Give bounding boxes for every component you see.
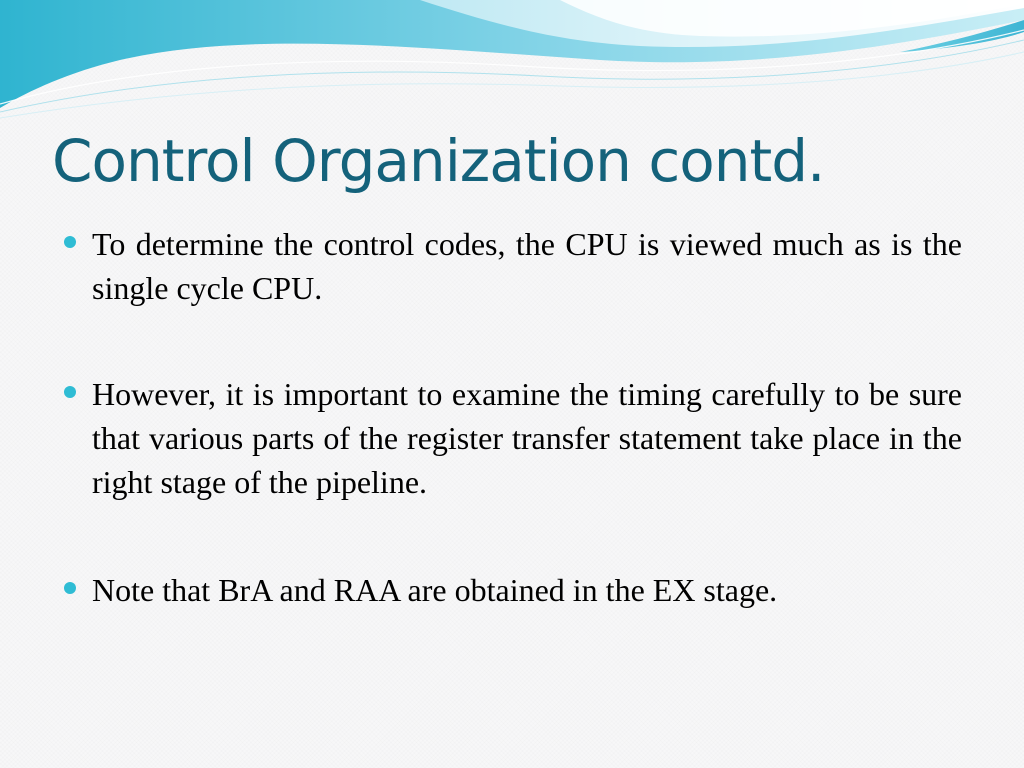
bullet-item [64,568,962,612]
bullet-item [64,372,962,504]
bullet-list [64,222,962,612]
slide-title: Control Organization contd. [52,127,825,195]
wave-banner-decoration [0,0,1024,130]
bullet-text: To determine the control codes, the CPU is viewed much as is the single cycle CPU. [92,226,962,306]
bullet-dot-icon [64,582,76,594]
bullet-text: Note that BrA and RAA are obtained in the EX stage. [92,572,778,608]
bullet-dot-icon [64,236,76,248]
bullet-text: However, it is important to examine the timing carefully to be sure that various parts of the register transfer statement take place in the right stage of the pipeline. [92,376,962,500]
bullet-item [64,222,962,310]
bullet-dot-icon [64,386,76,398]
